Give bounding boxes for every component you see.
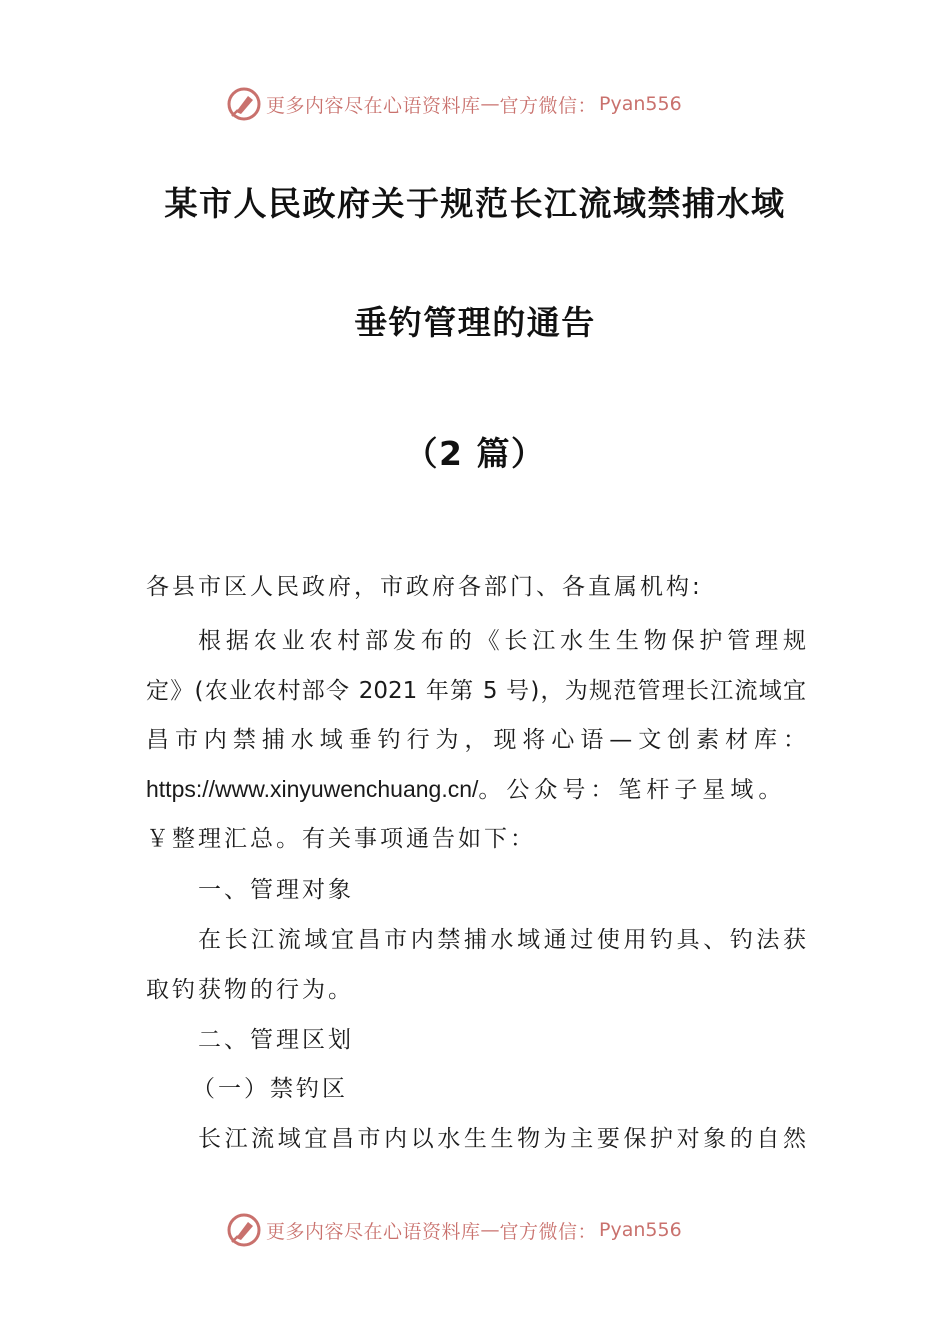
paragraph-1-line-3: 昌市内禁捕水域垂钓行为，现将心语—文创素材库：: [146, 727, 806, 753]
salutation: 各县市区人民政府，市政府各部门、各直属机构:: [146, 574, 703, 600]
banner-wechat-id: Pyan556: [599, 1219, 682, 1241]
banner-separator: —: [480, 93, 500, 115]
document-title-count: （2 篇）: [404, 434, 546, 473]
pen-nib-circle-icon: [226, 1212, 262, 1248]
subsection-heading-1: （一）禁钓区: [192, 1076, 348, 1102]
document-title-line-1: 某市人民政府关于规范长江流域禁捕水域: [164, 184, 786, 223]
paragraph-3-line-1: 长江流域宜昌市内以水生生物为主要保护对象的自然: [198, 1126, 806, 1152]
paragraph-2-line-2: 取钓获物的行为。: [146, 977, 354, 1003]
banner-wechat-id: Pyan556: [599, 93, 682, 115]
paragraph-1-line-4: [146, 771, 786, 804]
banner-wechat-label: 官方微信：: [499, 1220, 598, 1243]
banner-wechat-label: 官方微信：: [499, 94, 598, 117]
paragraph-1-line-2: 定》(农业农村部令 2021 年第 5 号)，为规范管理长江流域宜: [146, 678, 806, 704]
banner-separator: —: [480, 1219, 500, 1241]
paragraph-1-line-4-rest: 。公众号：笔杆子星域。: [478, 777, 787, 803]
banner-text: 更多内容尽在心语资料库: [266, 1220, 481, 1243]
pen-nib-circle-icon: [226, 86, 262, 122]
section-heading-1: 一、管理对象: [198, 877, 354, 903]
header-banner: [226, 84, 682, 124]
footer-banner: [226, 1210, 682, 1250]
paragraph-1-line-1: 根据农业农村部发布的《长江水生生物保护管理规: [198, 628, 806, 654]
banner-text: 更多内容尽在心语资料库: [266, 94, 481, 117]
paragraph-1-line-5: ￥整理汇总。有关事项通告如下：: [146, 826, 536, 852]
website-link[interactable]: https://www.xinyuwenchuang.cn/: [146, 776, 479, 802]
section-heading-2: 二、管理区划: [198, 1027, 354, 1053]
document-title-line-2: 垂钓管理的通告: [354, 303, 596, 342]
paragraph-2-line-1: 在长江流域宜昌市内禁捕水域通过使用钓具、钓法获: [198, 927, 806, 953]
